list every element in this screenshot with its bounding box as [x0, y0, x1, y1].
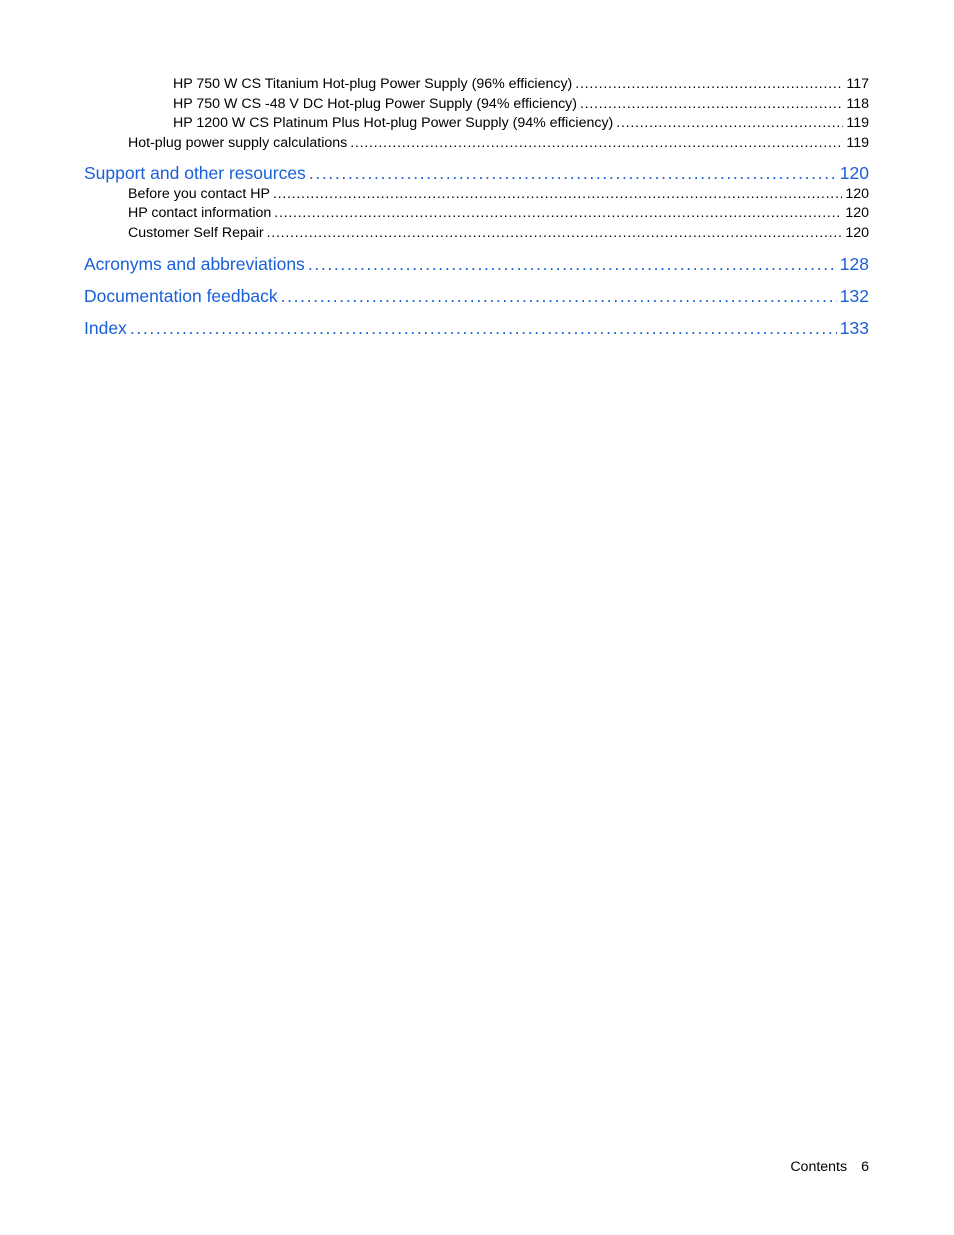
toc-chapter-support-resources[interactable] — [84, 162, 869, 184]
toc-entry-page: 119 — [846, 135, 869, 151]
toc-chapter-page: 128 — [839, 254, 869, 274]
toc-chapter-title: Documentation feedback — [84, 286, 278, 306]
toc-entry-dc-power-supply[interactable] — [173, 95, 869, 113]
toc-entry-page: 119 — [846, 115, 869, 131]
toc-chapter-page: 120 — [839, 163, 869, 183]
page-footer — [790, 1158, 869, 1176]
dot-leader — [350, 134, 843, 152]
toc-chapter-page: 133 — [839, 318, 869, 338]
toc-entry-power-supply-calculations[interactable] — [128, 134, 869, 152]
dot-leader — [309, 162, 837, 184]
toc-chapter-index[interactable] — [84, 317, 869, 339]
toc-entry-title: Before you contact HP — [128, 186, 270, 202]
dot-leader — [274, 204, 842, 222]
toc-chapter-page: 132 — [839, 286, 869, 306]
toc-entry-title: HP 750 W CS Titanium Hot-plug Power Supply (96% efficiency) — [173, 76, 573, 92]
toc-entry-page: 120 — [845, 225, 869, 241]
dot-leader — [130, 317, 837, 339]
footer-section-label: Contents — [790, 1159, 848, 1175]
dot-leader — [281, 285, 837, 307]
toc-entry-page: 120 — [845, 186, 869, 202]
toc-entry-hp-contact-information[interactable] — [128, 204, 869, 222]
dot-leader — [575, 75, 843, 93]
toc-entry-page: 118 — [846, 96, 869, 112]
toc-entry-titanium-power-supply[interactable] — [173, 75, 869, 93]
toc-entry-title: Hot-plug power supply calculations — [128, 135, 348, 151]
toc-entry-title: HP 1200 W CS Platinum Plus Hot-plug Power Supply (94% efficiency) — [173, 115, 614, 131]
footer-page-number: 6 — [861, 1159, 869, 1175]
toc-entry-page: 117 — [846, 76, 869, 92]
dot-leader — [267, 224, 843, 242]
toc-entry-customer-self-repair[interactable] — [128, 224, 869, 242]
toc-chapter-acronyms[interactable] — [84, 253, 869, 275]
toc-entry-before-contact-hp[interactable] — [128, 185, 869, 203]
dot-leader — [273, 185, 842, 203]
toc-chapter-title: Acronyms and abbreviations — [84, 254, 305, 274]
toc-entry-title: HP contact information — [128, 205, 272, 221]
toc-chapter-title: Index — [84, 318, 127, 338]
toc-entry-platinum-plus-power-supply[interactable] — [173, 114, 869, 132]
dot-leader — [308, 253, 837, 275]
dot-leader — [616, 114, 843, 132]
toc-chapter-title: Support and other resources — [84, 163, 306, 183]
dot-leader — [580, 95, 843, 113]
toc-entry-page: 120 — [845, 205, 869, 221]
toc-chapter-documentation-feedback[interactable] — [84, 285, 869, 307]
toc-entry-title: Customer Self Repair — [128, 225, 264, 241]
toc-entry-title: HP 750 W CS -48 V DC Hot-plug Power Supply (94% efficiency) — [173, 96, 577, 112]
